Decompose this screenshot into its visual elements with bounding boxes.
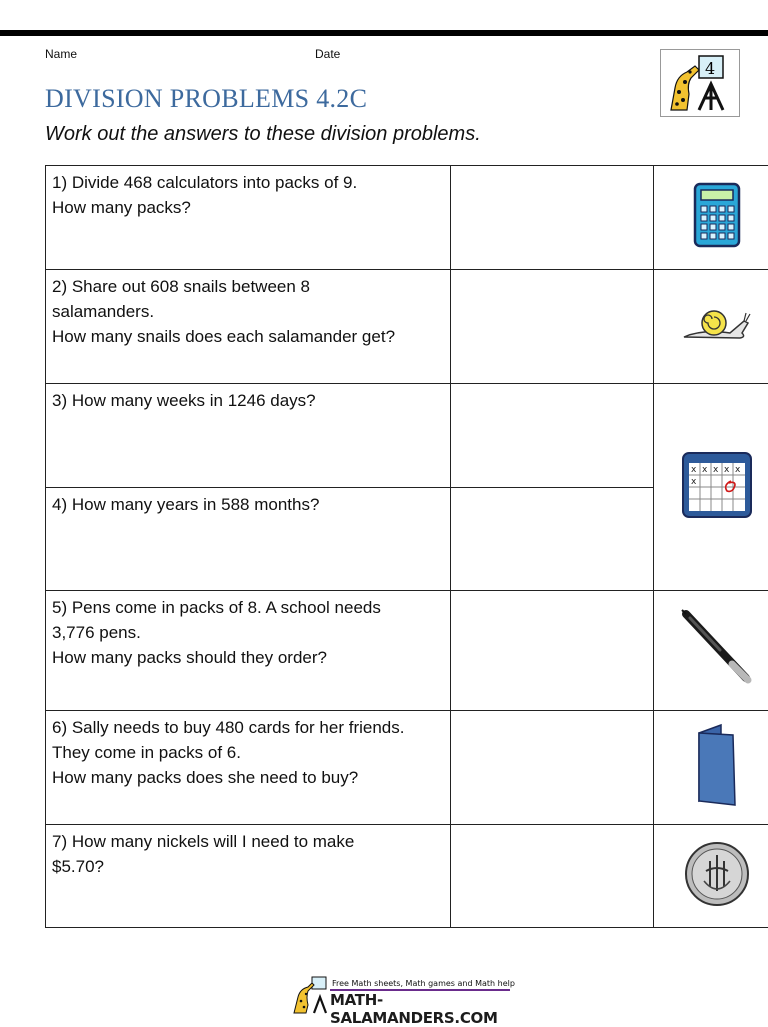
svg-text:x: x [691,477,697,487]
answer-box-4[interactable] [451,488,654,591]
answer-box-6[interactable] [451,711,654,825]
picture-cell-2 [654,270,768,384]
svg-text:x: x [735,465,741,475]
answer-box-2[interactable] [451,270,654,384]
svg-text:x: x [702,465,708,475]
footer-site[interactable]: MATH-SALAMANDERS.COM [330,991,520,1027]
picture-cell-3 [654,384,768,591]
instructions: Work out the answers to these division problems. [45,123,481,146]
card-icon [695,723,739,807]
picture-cell-5 [654,591,768,711]
svg-text:x: x [713,465,719,475]
svg-text:x: x [724,465,730,475]
pen-icon [680,608,754,688]
answer-box-5[interactable] [451,591,654,711]
table-row [46,711,768,825]
svg-text:4: 4 [705,59,715,78]
question-7: 7) How many nickels will I need to make $5.70? [46,825,451,928]
problems-table [45,165,768,928]
calendar-icon [681,451,753,519]
question-5: 5) Pens come in packs of 8. A school needs 3,776 pens. How many packs should they order? [46,591,451,711]
footer-tagline: Free Math sheets, Math games and Math help [332,979,515,988]
table-row [46,384,768,488]
question-3: 3) How many weeks in 1246 days? [46,384,451,488]
table-row [46,166,768,270]
footer-logo [290,975,520,1015]
coin-icon [684,841,750,907]
picture-cell-1 [654,166,768,270]
calculator-icon [693,182,741,248]
date-label: Date [315,47,340,61]
table-row [46,270,768,384]
table-row [46,591,768,711]
page-title: DIVISION PROBLEMS 4.2C [45,84,367,114]
answer-box-3[interactable] [451,384,654,488]
answer-box-1[interactable] [451,166,654,270]
question-6: 6) Sally needs to buy 480 cards for her friends. They come in packs of 6. How many packs does she need to buy? [46,711,451,825]
salamander-logo [660,49,740,117]
question-1: 1) Divide 468 calculators into packs of 9. How many packs? [46,166,451,270]
table-row [46,825,768,928]
picture-cell-6 [654,711,768,825]
snail-icon [682,307,752,341]
name-label: Name [45,47,77,61]
svg-text:x: x [691,465,697,475]
salamander-icon [290,975,330,1015]
salamander-icon [661,50,739,116]
question-2: 2) Share out 608 snails between 8 salamanders. How many snails does each salamander get? [46,270,451,384]
answer-box-7[interactable] [451,825,654,928]
question-4: 4) How many years in 588 months? [46,488,451,591]
picture-cell-7 [654,825,768,928]
top-rule [0,30,768,36]
